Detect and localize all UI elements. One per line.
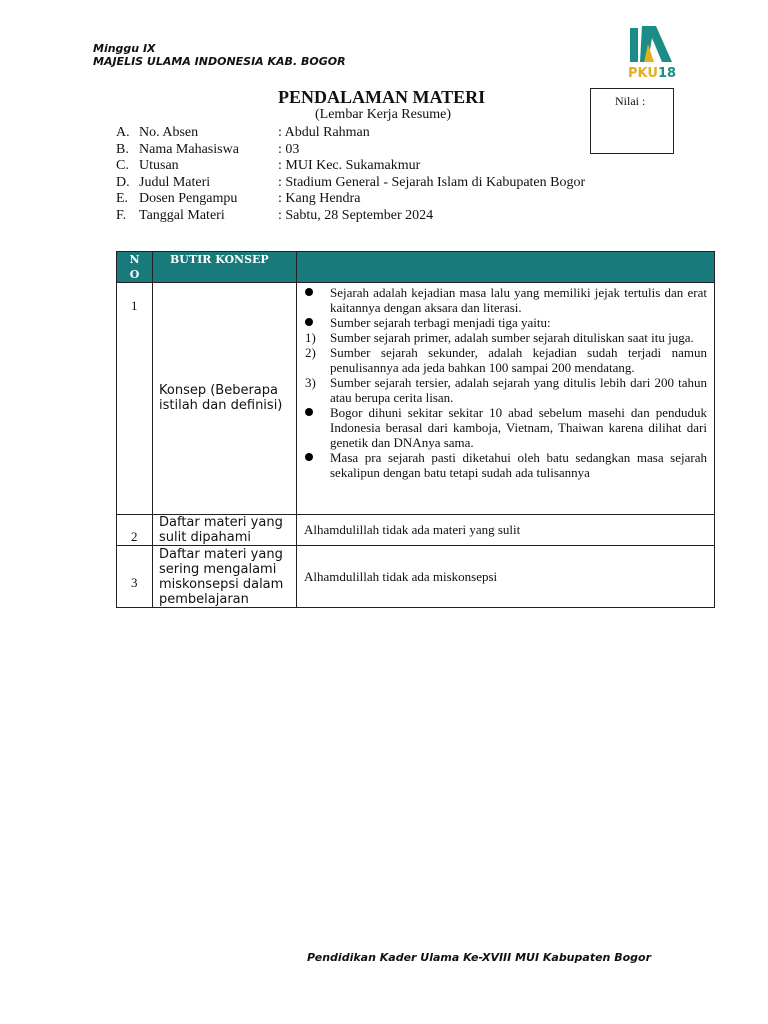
row-konsep-text: Daftar materi yang sering mengalami miskonsepsi dalam pembelajaran — [159, 547, 284, 607]
list-item — [303, 330, 707, 345]
bullet-icon — [305, 318, 313, 326]
info-value: : Abdul Rahman — [278, 125, 370, 140]
list-item-marker: 3) — [305, 375, 316, 390]
info-letter: B. — [116, 142, 129, 157]
table-row-content — [296, 514, 715, 546]
table-row-no — [116, 282, 153, 515]
page-footer: Pendidikan Kader Ulama Ke-XVIII MUI Kabupaten Bogor — [307, 951, 651, 964]
logo-text — [628, 66, 676, 81]
info-letter: C. — [116, 158, 129, 173]
bullet-icon — [305, 453, 313, 461]
row-konsep-text: Daftar materi yang sulit dipahami — [159, 515, 283, 545]
list-item — [303, 375, 707, 405]
list-item — [303, 345, 707, 375]
info-value: : Stadium General - Sejarah Islam di Kabupaten Bogor — [278, 175, 586, 190]
table-row-konsep — [152, 545, 297, 608]
score-box — [590, 88, 674, 154]
table-row-konsep — [152, 514, 297, 546]
table-row-content — [296, 282, 715, 515]
row-konsep-text: Konsep (Beberapa istilah dan definisi) — [159, 383, 283, 413]
table-header-no-line1: N — [129, 253, 140, 266]
table-header-konsep: BUTIR KONSEP — [152, 251, 297, 283]
list-item-text: Masa pra sejarah pasti diketahui oleh batu sedangkan masa sejarah sekalipun dengan batu tetapi sudah ada tulisannya — [330, 450, 707, 480]
logo-text-pku: PKU — [628, 66, 658, 81]
list-item-text: Sumber sejarah primer, adalah sumber sejarah dituliskan saat itu juga. — [330, 330, 694, 345]
list-item — [303, 450, 707, 480]
list-item-marker: 1) — [305, 330, 316, 345]
list-item-text: Bogor dihuni sekitar sekitar 10 abad sebelum masehi dan penduduk Indonesia berasal dari kamboja, Vietnam, Thaiwan karena dilihat dari genetik dan DNAnya sama. — [330, 405, 707, 450]
table-row-no — [116, 545, 153, 608]
table-row-no — [116, 514, 153, 546]
concept-list — [303, 285, 707, 480]
list-item — [303, 315, 707, 330]
row-answer: Alhamdulillah tidak ada miskonsepsi — [304, 569, 498, 584]
info-key: Tanggal Materi — [139, 208, 225, 223]
header-organization: MAJELIS ULAMA INDONESIA KAB. BOGOR — [93, 55, 346, 68]
list-item-text: Sumber sejarah tersier, adalah sejarah yang ditulis lebih dari 200 tahun atau berupa cerita lisan. — [330, 375, 707, 405]
bullet-icon — [305, 408, 313, 416]
table-row-konsep — [152, 282, 297, 515]
info-letter: F. — [116, 208, 127, 223]
list-item-marker: 2) — [305, 345, 316, 360]
table-header-no-line2: O — [129, 268, 140, 281]
list-item-text: Sejarah adalah kejadian masa lalu yang memiliki jejak tertulis dan erat kaitannya dengan aksara dan literasi. — [330, 285, 707, 315]
info-value: : Sabtu, 28 September 2024 — [278, 208, 434, 223]
page-title: PENDALAMAN MATERI — [278, 87, 486, 107]
info-value: : Kang Hendra — [278, 191, 361, 206]
list-item-text: Sumber sejarah terbagi menjadi tiga yaitu: — [330, 315, 551, 330]
info-key: Judul Materi — [139, 175, 211, 190]
list-item — [303, 405, 707, 450]
info-key: Utusan — [139, 158, 179, 173]
info-letter: A. — [116, 125, 130, 140]
table-row-content — [296, 545, 715, 608]
info-letter: D. — [116, 175, 130, 190]
header-week: Minggu IX — [93, 42, 156, 55]
list-item-text: Sumber sejarah sekunder, adalah kejadian sudah terjadi namun penulisannya ada jeda bahkan 100 sampai 200 mendatang. — [330, 345, 707, 375]
score-label: Nilai : — [615, 94, 646, 108]
info-value: : 03 — [278, 142, 300, 157]
info-key: Nama Mahasiswa — [139, 142, 239, 157]
table-header-content — [296, 251, 715, 283]
info-value: : MUI Kec. Sukamakmur — [278, 158, 421, 173]
row-number: 1 — [131, 298, 138, 313]
page-subtitle: (Lembar Kerja Resume) — [315, 107, 452, 122]
list-item — [303, 285, 707, 315]
bullet-icon — [305, 288, 313, 296]
row-number: 2 — [131, 529, 138, 544]
row-answer: Alhamdulillah tidak ada materi yang sulit — [304, 522, 521, 537]
info-key: Dosen Pengampu — [139, 191, 238, 206]
table-header-no — [116, 251, 153, 283]
info-letter: E. — [116, 191, 129, 206]
info-key: No. Absen — [139, 125, 199, 140]
row-number: 3 — [131, 575, 138, 590]
logo-text-number: 18 — [657, 66, 677, 81]
